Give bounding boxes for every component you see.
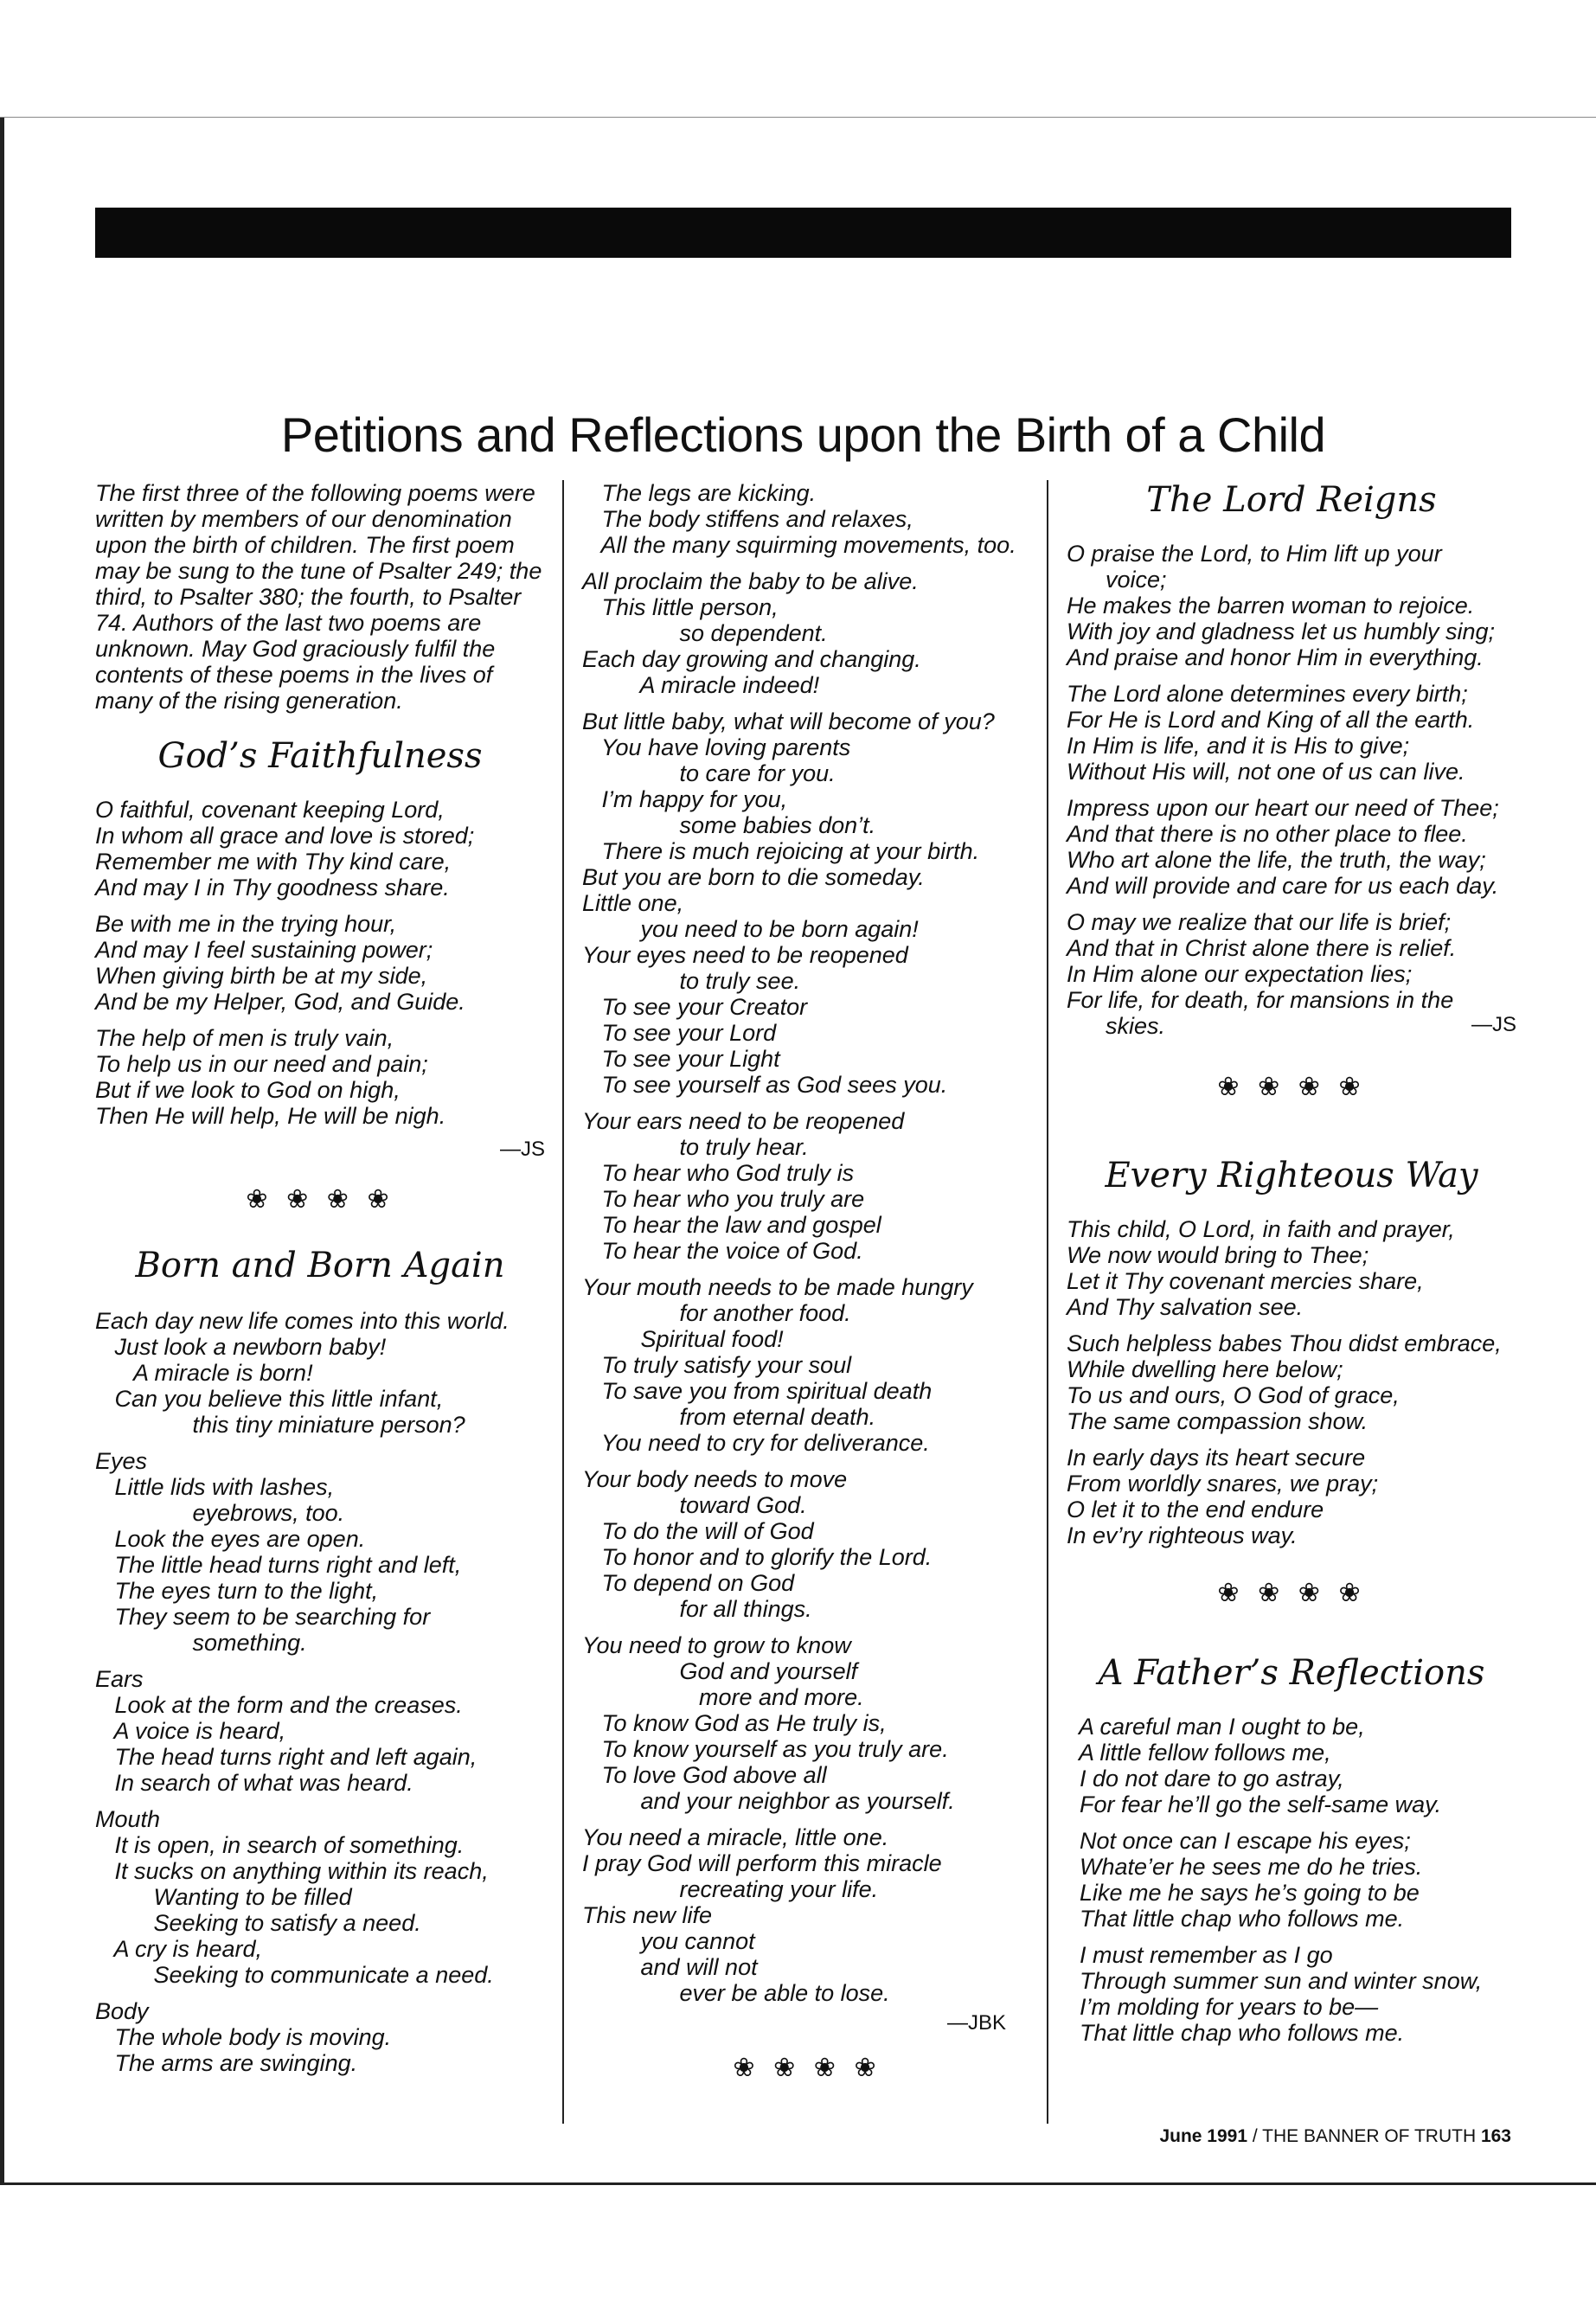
poem-line: Just look a newborn baby! (95, 1334, 387, 1360)
poem-line: To see yourself as God sees you. (582, 1072, 948, 1098)
poem-every-righteous-way (1067, 1216, 1516, 1548)
poem-title-born-and-born-again: Born and Born Again (135, 1246, 505, 1285)
page-number: 163 (1480, 2126, 1511, 2146)
poem-line: The Lord alone determines every birth; (1067, 681, 1468, 707)
poem-line: And may I feel sustaining power; (95, 937, 433, 963)
poem-line: and your neighbor as yourself. (582, 1788, 955, 1814)
top-rule (0, 117, 1596, 118)
header-bar (95, 208, 1511, 258)
poem-line: Can you believe this little infant, (95, 1386, 444, 1412)
poem-line: for all things. (582, 1596, 812, 1622)
poem-line: In early days its heart secure (1067, 1445, 1366, 1471)
stanza (1067, 541, 1516, 670)
poem-line: A careful man I ought to be, (1067, 1714, 1365, 1740)
poem-line: Whate’er he sees me do he tries. (1067, 1854, 1423, 1880)
poem-line: to truly see. (582, 968, 801, 994)
poem-line: Such helpless babes Thou didst embrace, (1067, 1330, 1502, 1356)
poem-line: To hear the voice of God. (582, 1238, 863, 1264)
poem-line: Wanting to be filled (95, 1884, 352, 1910)
poem-line: The eyes turn to the light, (95, 1578, 379, 1604)
stanza (95, 797, 545, 901)
stanza (95, 1025, 545, 1129)
poem-line: But you are born to die someday. (582, 864, 925, 890)
poem-line: The arms are swinging. (95, 2050, 358, 2076)
poem-line: some babies don’t. (582, 812, 876, 838)
ornament-flowers: ❀ ❀ ❀ ❀ (733, 2053, 881, 2083)
poem-line: He makes the barren woman to rejoice. (1067, 593, 1475, 619)
stanza (1067, 1714, 1516, 1817)
poem-line: I do not dare to go astray, (1067, 1766, 1344, 1791)
poem-line: Not once can I escape his eyes; (1067, 1828, 1411, 1854)
poem-line: I must remember as I go (1067, 1942, 1333, 1968)
stanza (582, 480, 1032, 558)
poem-line: To do the will of God (582, 1518, 814, 1544)
poem-the-lord-reigns (1067, 541, 1516, 1039)
poem-line: something. (95, 1630, 307, 1656)
poem-line: It sucks on anything within its reach, (95, 1858, 489, 1884)
poem-line: In search of what was heard. (95, 1770, 413, 1796)
poem-line: In Him alone our expectation lies; (1067, 961, 1413, 987)
poem-line: For life, for death, for mansions in the (1067, 987, 1454, 1013)
poem-a-fathers-reflections (1067, 1714, 1516, 2046)
poem-title-every-righteous-way: Every Righteous Way (1105, 1156, 1478, 1195)
poem-line: Mouth (95, 1806, 161, 1832)
poem-line: The whole body is moving. (95, 2024, 392, 2050)
ornament-flowers: ❀ ❀ ❀ ❀ (1217, 1578, 1366, 1608)
stanza (95, 1998, 545, 2076)
poem-line: eyebrows, too. (95, 1500, 345, 1526)
poem-line: Then He will help, He will be nigh. (95, 1103, 446, 1129)
stanza (582, 1274, 1032, 1456)
poem-line: To hear who you truly are (582, 1186, 865, 1212)
stanza (95, 1308, 545, 1438)
stanza (1067, 1828, 1516, 1932)
poem-line: When giving birth be at my side, (95, 963, 428, 989)
footer-publication: / THE BANNER OF TRUTH (1247, 2126, 1481, 2146)
poem-line: The body stiffens and relaxes, (582, 506, 913, 532)
poem-line: Body (95, 1998, 149, 2024)
poem-line: A little fellow follows me, (1067, 1740, 1331, 1766)
poem-line: The head turns right and left again, (95, 1744, 478, 1770)
poem-line: We now would bring to Thee; (1067, 1242, 1369, 1268)
poem-line: And praise and honor Him in everything. (1067, 644, 1484, 670)
poem-line: All the many squirming movements, too. (582, 532, 1016, 558)
poem-line: for another food. (582, 1300, 851, 1326)
poem-line: Little one, (582, 890, 684, 916)
poem-line: In Him is life, and it is His to give; (1067, 733, 1410, 759)
poem-line: For He is Lord and King of all the earth. (1067, 707, 1475, 733)
poem-line: A miracle is born! (95, 1360, 313, 1386)
stanza (1067, 1445, 1516, 1548)
poem-title-gods-faithfulness: God’s Faithfulness (157, 736, 483, 776)
poem-line: You have loving parents (582, 734, 851, 760)
poem-line: A voice is heard, (95, 1718, 286, 1744)
poem-line: And that there is no other place to flee. (1067, 821, 1468, 847)
poem-line: That little chap who follows me. (1067, 1906, 1405, 1932)
ornament-flowers: ❀ ❀ ❀ ❀ (246, 1184, 394, 1215)
poem-line: To us and ours, O God of grace, (1067, 1382, 1400, 1408)
signature: —JS (499, 1138, 545, 1161)
poem-line: to truly hear. (582, 1134, 809, 1160)
page-footer (1159, 2126, 1511, 2147)
poem-line: you cannot (582, 1928, 755, 1954)
poem-line: more and more. (582, 1684, 864, 1710)
stanza (582, 1824, 1032, 2006)
poem-line: There is much rejoicing at your birth. (582, 838, 980, 864)
poem-line: Remember me with Thy kind care, (95, 849, 452, 875)
poem-born-again-part1 (95, 1308, 545, 2076)
poem-line: I’m happy for you, (582, 786, 788, 812)
stanza (95, 911, 545, 1015)
stanza (1067, 681, 1516, 785)
poem-line: In ev’ry righteous way. (1067, 1522, 1298, 1548)
stanza (582, 708, 1032, 1098)
poem-line: To know God as He truly is, (582, 1710, 887, 1736)
poem-line: And Thy salvation see. (1067, 1294, 1304, 1320)
column-divider (1047, 480, 1048, 2124)
page-title: Petitions and Reflections upon the Birth of a Child (280, 407, 1326, 462)
poem-line: To love God above all (582, 1762, 827, 1788)
poem-line: Your ears need to be reopened (582, 1108, 905, 1134)
intro-paragraph: The first three of the following poems were written by members of our denomination upon the birth of children. The first poem may be sung to the tune of Psalter 249; the third, to Psalter 380; the fourth, to Psalter 74. Authors of the last two poems are unknown. May God graciously fulfil the contents of these poems in the lives of many of the rising generation. (95, 480, 542, 714)
poem-line: With joy and gladness let us humbly sing; (1067, 619, 1496, 644)
column-left (95, 480, 545, 2076)
poem-line: This child, O Lord, in faith and prayer, (1067, 1216, 1455, 1242)
poem-line: You need a miracle, little one. (582, 1824, 889, 1850)
poem-line: you need to be born again! (582, 916, 919, 942)
poem-line: To see your Light (582, 1046, 780, 1072)
poem-line: Your eyes need to be reopened (582, 942, 908, 968)
poem-line: To see your Lord (582, 1020, 777, 1046)
poem-line: Each day growing and changing. (582, 646, 921, 672)
stanza (582, 568, 1032, 698)
footer-date: June 1991 (1159, 2126, 1248, 2146)
poem-line: voice; (1067, 567, 1167, 593)
poem-line: They seem to be searching for (95, 1604, 431, 1630)
poem-line: That little chap who follows me. (1067, 2020, 1405, 2046)
poem-line: To help us in our need and pain; (95, 1051, 428, 1077)
poem-line: Like me he says he’s going to be (1067, 1880, 1420, 1906)
poem-line: To know yourself as you truly are. (582, 1736, 949, 1762)
ornament-flowers: ❀ ❀ ❀ ❀ (1217, 1072, 1366, 1102)
poem-line: To save you from spiritual death (582, 1378, 933, 1404)
poem-line: and will not (582, 1954, 758, 1980)
poem-line: To hear who God truly is (582, 1160, 855, 1186)
poem-line: And may I in Thy goodness share. (95, 875, 450, 901)
poem-line: O praise the Lord, to Him lift up your (1067, 541, 1442, 567)
poem-line: You need to grow to know (582, 1632, 851, 1658)
poem-line: Little lids with lashes, (95, 1474, 335, 1500)
poem-line: To hear the law and gospel (582, 1212, 881, 1238)
poem-line: From worldly snares, we pray; (1067, 1471, 1379, 1497)
poem-line: so dependent. (582, 620, 828, 646)
poem-line: You need to cry for deliverance. (582, 1430, 930, 1456)
column-divider (562, 480, 564, 2124)
bottom-rule (0, 2182, 1596, 2185)
poem-line: Seeking to satisfy a need. (95, 1910, 421, 1936)
poem-line: While dwelling here below; (1067, 1356, 1343, 1382)
poem-line: toward God. (582, 1492, 807, 1518)
stanza (95, 1448, 545, 1656)
poem-line: It is open, in search of something. (95, 1832, 465, 1858)
stanza (582, 1108, 1032, 1264)
poem-line: Impress upon our heart our need of Thee; (1067, 795, 1499, 821)
poem-line: The little head turns right and left, (95, 1552, 462, 1578)
poem-line: And will provide and care for us each day. (1067, 873, 1499, 899)
poem-line: skies. (1067, 1013, 1166, 1039)
poem-line: Without His will, not one of us can live. (1067, 759, 1465, 785)
poem-line: from eternal death. (582, 1404, 876, 1430)
poem-line: to care for you. (582, 760, 836, 786)
poem-line: A cry is heard, (95, 1936, 263, 1962)
poem-title-a-fathers-reflections: A Father’s Reflections (1098, 1653, 1485, 1693)
poem-line: I’m molding for years to be— (1067, 1994, 1379, 2020)
stanza (1067, 1330, 1516, 1434)
poem-line: this tiny miniature person? (95, 1412, 465, 1438)
poem-line: Look the eyes are open. (95, 1526, 366, 1552)
stanza (95, 1666, 545, 1796)
poem-line: Each day new life comes into this world. (95, 1308, 510, 1334)
signature: —JBK (946, 2011, 1006, 2035)
poem-born-again-part2 (582, 480, 1032, 2006)
poem-line: recreating your life. (582, 1876, 879, 1902)
poem-title-the-lord-reigns: The Lord Reigns (1146, 480, 1437, 520)
poem-line: Ears (95, 1666, 144, 1692)
page-edge-shadow (0, 118, 4, 2185)
poem-line: All proclaim the baby to be alive. (582, 568, 919, 594)
poem-line: Spiritual food! (582, 1326, 784, 1352)
poem-line: O let it to the end endure (1067, 1497, 1324, 1522)
poem-line: To truly satisfy your soul (582, 1352, 852, 1378)
poem-line: Your body needs to move (582, 1466, 848, 1492)
poem-line: But if we look to God on high, (95, 1077, 401, 1103)
poem-line: Let it Thy covenant mercies share, (1067, 1268, 1424, 1294)
poem-line: God and yourself (582, 1658, 858, 1684)
stanza (1067, 795, 1516, 899)
poem-line: A miracle indeed! (582, 672, 820, 698)
signature: —JS (1471, 1013, 1516, 1036)
poem-line: Your mouth needs to be made hungry (582, 1274, 973, 1300)
poem-line: But little baby, what will become of you? (582, 708, 995, 734)
poem-line: Through summer sun and winter snow, (1067, 1968, 1483, 1994)
poem-line: Be with me in the trying hour, (95, 911, 397, 937)
poem-line: This little person, (582, 594, 779, 620)
poem-line: The same compassion show. (1067, 1408, 1368, 1434)
stanza (582, 1632, 1032, 1814)
poem-line: And that in Christ alone there is relief. (1067, 935, 1457, 961)
poem-line: Who art alone the life, the truth, the way; (1067, 847, 1486, 873)
column-middle (582, 480, 1032, 2083)
poem-line: The legs are kicking. (582, 480, 817, 506)
column-right (1067, 480, 1516, 2046)
poem-line: Eyes (95, 1448, 148, 1474)
poem-line: To depend on God (582, 1570, 795, 1596)
poem-line: To honor and to glorify the Lord. (582, 1544, 933, 1570)
poem-line: The help of men is truly vain, (95, 1025, 394, 1051)
poem-line: Look at the form and the creases. (95, 1692, 463, 1718)
poem-line: And be my Helper, God, and Guide. (95, 989, 465, 1015)
poem-line: For fear he’ll go the self-same way. (1067, 1791, 1442, 1817)
poem-line: O faithful, covenant keeping Lord, (95, 797, 445, 823)
poem-line: ever be able to lose. (582, 1980, 890, 2006)
poem-line: In whom all grace and love is stored; (95, 823, 475, 849)
poem-line: I pray God will perform this miracle (582, 1850, 942, 1876)
stanza (95, 1806, 545, 1988)
poem-gods-faithfulness (95, 797, 545, 1129)
poem-line: Seeking to communicate a need. (95, 1962, 494, 1988)
poem-line: This new life (582, 1902, 713, 1928)
poem-line: O may we realize that our life is brief; (1067, 909, 1452, 935)
stanza (582, 1466, 1032, 1622)
stanza (1067, 1942, 1516, 2046)
stanza (1067, 1216, 1516, 1320)
poem-line: To see your Creator (582, 994, 808, 1020)
